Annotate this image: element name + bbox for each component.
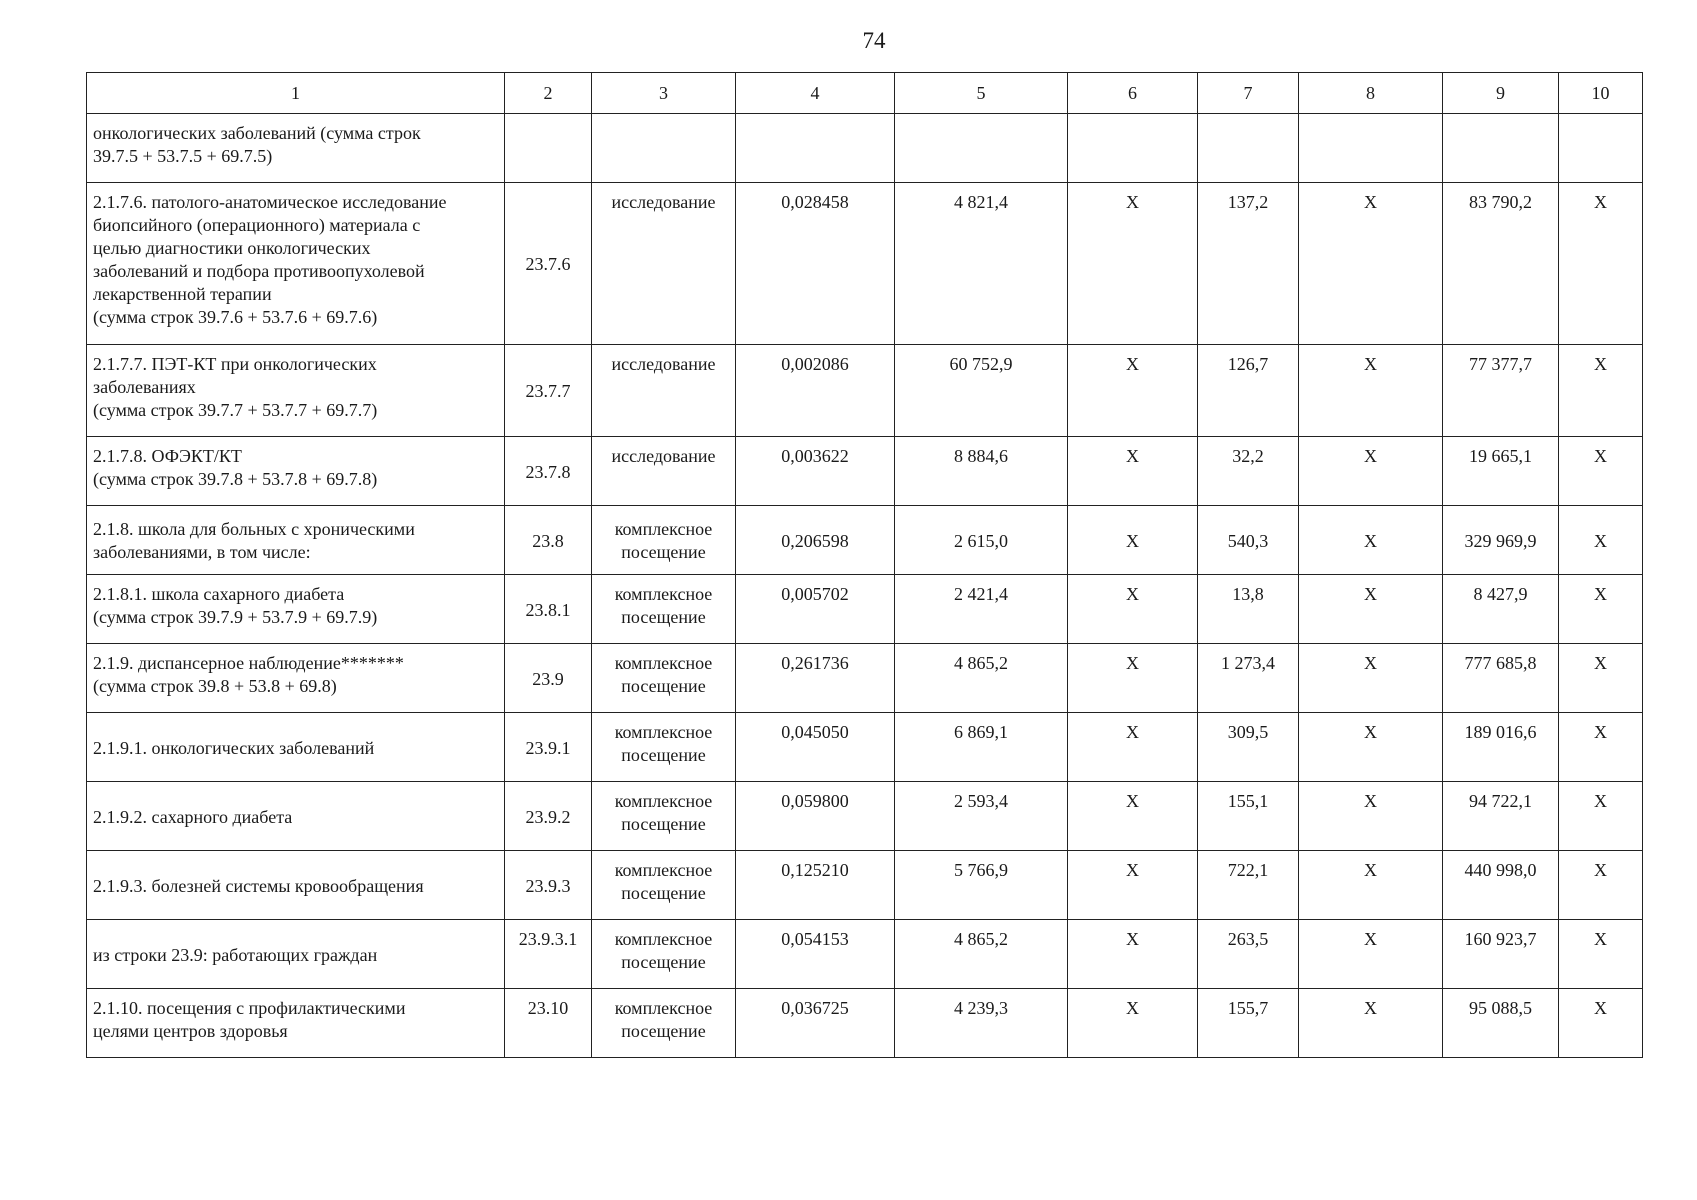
cell-c4 xyxy=(736,114,895,183)
unit-text: комплексное посещение xyxy=(614,929,713,972)
cell-c4: 0,003622 xyxy=(736,437,895,506)
row-code xyxy=(505,114,592,183)
cell-c9: 440 998,0 xyxy=(1443,851,1559,920)
row-code: 23.9 xyxy=(505,644,592,713)
cell-c9 xyxy=(1443,114,1559,183)
row-unit xyxy=(592,920,736,989)
unit-text: исследование xyxy=(611,446,716,466)
row-name: 2.1.7.6. патолого-анатомическое исследование биопсийного (операционного) материала с целью диагностики онкологических заболеваний и подбора противоопухолевой лекарственной терапии (сумма строк 39.7.6 + 53.7.6 + 69.7.6) xyxy=(87,183,505,345)
cell-c8 xyxy=(1299,114,1443,183)
row-unit xyxy=(592,575,736,644)
cell-c4: 0,028458 xyxy=(736,183,895,345)
cell-c7: 540,3 xyxy=(1198,506,1299,575)
unit-text: комплексное посещение xyxy=(614,653,713,696)
cell-c5: 4 239,3 xyxy=(895,989,1068,1058)
cell-c6: Х xyxy=(1068,851,1198,920)
column-header: 8 xyxy=(1299,73,1443,114)
row-code: 23.8.1 xyxy=(505,575,592,644)
table-row xyxy=(87,851,1643,920)
table-row xyxy=(87,345,1643,437)
cell-c10: Х xyxy=(1559,437,1643,506)
row-code: 23.9.3 xyxy=(505,851,592,920)
row-name: 2.1.10. посещения с профилактическими целями центров здоровья xyxy=(87,989,505,1058)
row-code: 23.9.1 xyxy=(505,713,592,782)
cell-c7: 309,5 xyxy=(1198,713,1299,782)
row-unit xyxy=(592,713,736,782)
unit-text: исследование xyxy=(611,354,716,374)
cell-c5: 2 615,0 xyxy=(895,506,1068,575)
cell-c9: 777 685,8 xyxy=(1443,644,1559,713)
cell-c9: 94 722,1 xyxy=(1443,782,1559,851)
row-unit xyxy=(592,183,736,345)
cell-c8: Х xyxy=(1299,345,1443,437)
cell-c10 xyxy=(1559,114,1643,183)
cell-c4: 0,002086 xyxy=(736,345,895,437)
table-row xyxy=(87,713,1643,782)
cell-c8: Х xyxy=(1299,506,1443,575)
row-name: 2.1.8.1. школа сахарного диабета (сумма строк 39.7.9 + 53.7.9 + 69.7.9) xyxy=(87,575,505,644)
column-header: 10 xyxy=(1559,73,1643,114)
row-name: из строки 23.9: работающих граждан xyxy=(87,920,505,989)
cell-c9: 189 016,6 xyxy=(1443,713,1559,782)
cell-c4: 0,261736 xyxy=(736,644,895,713)
cell-c5: 8 884,6 xyxy=(895,437,1068,506)
row-code: 23.7.7 xyxy=(505,345,592,437)
cell-c9: 19 665,1 xyxy=(1443,437,1559,506)
cell-c10: Х xyxy=(1559,506,1643,575)
cell-c8: Х xyxy=(1299,782,1443,851)
cell-c6: Х xyxy=(1068,575,1198,644)
unit-text: комплексное посещение xyxy=(614,519,713,562)
row-unit xyxy=(592,644,736,713)
page-number: 74 xyxy=(862,28,886,53)
cell-c4: 0,005702 xyxy=(736,575,895,644)
table-row xyxy=(87,989,1643,1058)
unit-text: исследование xyxy=(611,192,716,212)
cell-c4: 0,045050 xyxy=(736,713,895,782)
cell-c10: Х xyxy=(1559,345,1643,437)
cell-c6: Х xyxy=(1068,920,1198,989)
row-code: 23.8 xyxy=(505,506,592,575)
cell-c7: 722,1 xyxy=(1198,851,1299,920)
cell-c8: Х xyxy=(1299,920,1443,989)
row-unit xyxy=(592,437,736,506)
cell-c4: 0,036725 xyxy=(736,989,895,1058)
cell-c7: 137,2 xyxy=(1198,183,1299,345)
cell-c8: Х xyxy=(1299,644,1443,713)
cell-c6: Х xyxy=(1068,345,1198,437)
cell-c7: 32,2 xyxy=(1198,437,1299,506)
cell-c8: Х xyxy=(1299,851,1443,920)
cell-c7: 155,7 xyxy=(1198,989,1299,1058)
column-header: 1 xyxy=(87,73,505,114)
table-row xyxy=(87,920,1643,989)
column-header: 6 xyxy=(1068,73,1198,114)
table-row xyxy=(87,437,1643,506)
table-row xyxy=(87,575,1643,644)
unit-text: комплексное посещение xyxy=(614,860,713,903)
column-header: 7 xyxy=(1198,73,1299,114)
table-row xyxy=(87,506,1643,575)
cell-c6: Х xyxy=(1068,183,1198,345)
cell-c4: 0,125210 xyxy=(736,851,895,920)
row-name: 2.1.9.3. болезней системы кровообращения xyxy=(87,851,505,920)
cell-c8: Х xyxy=(1299,713,1443,782)
column-header: 3 xyxy=(592,73,736,114)
cell-c7: 13,8 xyxy=(1198,575,1299,644)
cell-c5: 2 593,4 xyxy=(895,782,1068,851)
unit-text: комплексное посещение xyxy=(614,791,713,834)
cell-c5: 4 865,2 xyxy=(895,644,1068,713)
cell-c6: Х xyxy=(1068,713,1198,782)
cell-c9: 95 088,5 xyxy=(1443,989,1559,1058)
table-row xyxy=(87,183,1643,345)
cell-c4: 0,054153 xyxy=(736,920,895,989)
row-code: 23.7.6 xyxy=(505,183,592,345)
cell-c6: Х xyxy=(1068,437,1198,506)
cell-c5: 5 766,9 xyxy=(895,851,1068,920)
cell-c7: 126,7 xyxy=(1198,345,1299,437)
row-name: 2.1.9.1. онкологических заболеваний xyxy=(87,713,505,782)
table-row xyxy=(87,644,1643,713)
cell-c8: Х xyxy=(1299,575,1443,644)
row-unit xyxy=(592,851,736,920)
cell-c9: 83 790,2 xyxy=(1443,183,1559,345)
data-table xyxy=(86,72,1643,1058)
cell-c5: 2 421,4 xyxy=(895,575,1068,644)
cell-c7 xyxy=(1198,114,1299,183)
row-name: 2.1.8. школа для больных с хроническими заболеваниями, в том числе: xyxy=(87,506,505,575)
cell-c9: 329 969,9 xyxy=(1443,506,1559,575)
cell-c9: 160 923,7 xyxy=(1443,920,1559,989)
cell-c4: 0,059800 xyxy=(736,782,895,851)
row-code: 23.10 xyxy=(505,989,592,1058)
cell-c8: Х xyxy=(1299,989,1443,1058)
table-header-row xyxy=(87,73,1643,114)
cell-c6: Х xyxy=(1068,506,1198,575)
column-header: 9 xyxy=(1443,73,1559,114)
cell-c5: 4 865,2 xyxy=(895,920,1068,989)
column-header: 5 xyxy=(895,73,1068,114)
cell-c5 xyxy=(895,114,1068,183)
row-name: 2.1.7.7. ПЭТ-КТ при онкологических заболеваниях (сумма строк 39.7.7 + 53.7.7 + 69.7.7) xyxy=(87,345,505,437)
row-unit xyxy=(592,114,736,183)
cell-c7: 263,5 xyxy=(1198,920,1299,989)
cell-c7: 1 273,4 xyxy=(1198,644,1299,713)
row-unit xyxy=(592,506,736,575)
row-name: онкологических заболеваний (сумма строк 39.7.5 + 53.7.5 + 69.7.5) xyxy=(87,114,505,183)
column-header: 2 xyxy=(505,73,592,114)
cell-c6 xyxy=(1068,114,1198,183)
cell-c10: Х xyxy=(1559,644,1643,713)
cell-c10: Х xyxy=(1559,782,1643,851)
cell-c10: Х xyxy=(1559,575,1643,644)
row-unit xyxy=(592,345,736,437)
cell-c6: Х xyxy=(1068,644,1198,713)
table-row xyxy=(87,782,1643,851)
cell-c8: Х xyxy=(1299,437,1443,506)
row-name: 2.1.7.8. ОФЭКТ/КТ (сумма строк 39.7.8 + 53.7.8 + 69.7.8) xyxy=(87,437,505,506)
column-header: 4 xyxy=(736,73,895,114)
unit-text: комплексное посещение xyxy=(614,722,713,765)
row-unit xyxy=(592,989,736,1058)
cell-c10: Х xyxy=(1559,851,1643,920)
cell-c5: 4 821,4 xyxy=(895,183,1068,345)
row-unit xyxy=(592,782,736,851)
row-code: 23.9.2 xyxy=(505,782,592,851)
cell-c6: Х xyxy=(1068,782,1198,851)
row-code: 23.7.8 xyxy=(505,437,592,506)
row-code: 23.9.3.1 xyxy=(505,920,592,989)
cell-c6: Х xyxy=(1068,989,1198,1058)
cell-c5: 6 869,1 xyxy=(895,713,1068,782)
cell-c10: Х xyxy=(1559,989,1643,1058)
cell-c10: Х xyxy=(1559,183,1643,345)
cell-c10: Х xyxy=(1559,713,1643,782)
cell-c8: Х xyxy=(1299,183,1443,345)
unit-text: комплексное посещение xyxy=(614,998,713,1041)
cell-c7: 155,1 xyxy=(1198,782,1299,851)
unit-text: комплексное посещение xyxy=(614,584,713,627)
row-name: 2.1.9. диспансерное наблюдение******* (сумма строк 39.8 + 53.8 + 69.8) xyxy=(87,644,505,713)
cell-c10: Х xyxy=(1559,920,1643,989)
cell-c5: 60 752,9 xyxy=(895,345,1068,437)
row-name: 2.1.9.2. сахарного диабета xyxy=(87,782,505,851)
table-row xyxy=(87,114,1643,183)
cell-c9: 77 377,7 xyxy=(1443,345,1559,437)
cell-c4: 0,206598 xyxy=(736,506,895,575)
cell-c9: 8 427,9 xyxy=(1443,575,1559,644)
